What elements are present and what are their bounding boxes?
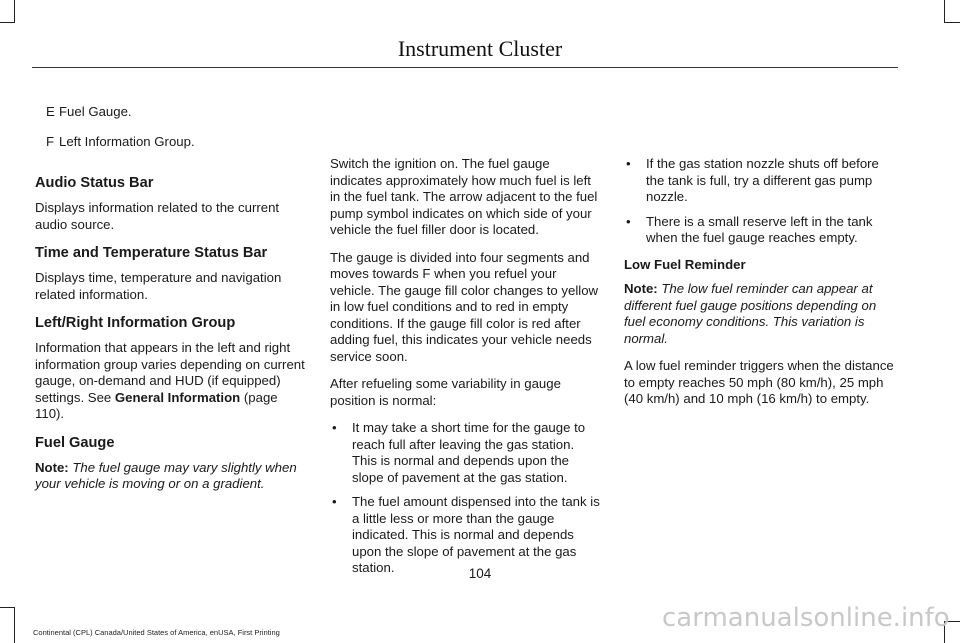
low-fuel-note xyxy=(624,281,898,347)
column-middle xyxy=(330,156,602,587)
crop-mark-top-right-h xyxy=(944,22,960,23)
footer-printing-info: Continental (CPL) Canada/United States of America, enUSA, First Printing xyxy=(33,628,280,637)
fuel-gauge-note xyxy=(35,460,307,493)
refuel-variability-list xyxy=(330,420,602,577)
heading-time-temperature: Time and Temperature Status Bar xyxy=(35,245,268,261)
fuel-gauge-paragraph-2: The gauge is divided into four segments and moves towards F when you refuel your vehicle. The gauge fill color changes to yellow in low fuel conditions and to red in empty conditions. If the gauge fill color is red after adding fuel, this indicates your vehicle needs service soon. xyxy=(330,249,599,364)
title-divider xyxy=(32,67,898,68)
page-number: 104 xyxy=(468,566,492,581)
column-right xyxy=(624,156,898,419)
page-title: Instrument Cluster xyxy=(397,36,563,61)
list-item: • There is a small reserve left in the tank when the fuel gauge reaches empty. xyxy=(624,214,898,247)
heading-left-right-info: Left/Right Information Group xyxy=(35,315,236,331)
note-text: The low fuel reminder can appear at different fuel gauge positions depending on fuel economy conditions. This variation is normal. xyxy=(624,281,877,346)
audio-status-body: Displays information related to the current audio source. xyxy=(35,200,280,232)
legend-key: E xyxy=(46,104,55,119)
legend-item xyxy=(23,134,307,151)
list-item: • If the gas station nozzle shuts off before the tank is full, try a different gas pump nozzle. xyxy=(624,156,898,206)
fuel-gauge-paragraph-1: Switch the ignition on. The fuel gauge indicates approximately how much fuel is left in the fuel tank. The arrow adjacent to the fuel pump symbol indicates on which side of your vehicle the fuel filler door is located. xyxy=(330,156,598,237)
crop-mark-bottom-left-v xyxy=(14,607,15,643)
watermark: carmanualsonline.info xyxy=(662,603,950,633)
left-right-info-body xyxy=(35,340,307,423)
legend-key: F xyxy=(46,133,55,149)
crop-mark-top-right-v xyxy=(944,0,945,22)
fuel-gauge-paragraph-3: After refueling some variability in gauge position is normal: xyxy=(330,376,561,408)
heading-audio-status-bar: Audio Status Bar xyxy=(35,175,154,191)
note-label: Note: xyxy=(35,459,69,475)
heading-fuel-gauge: Fuel Gauge xyxy=(35,434,115,451)
note-label: Note: xyxy=(624,281,658,296)
legend-item xyxy=(23,104,307,121)
refuel-variability-list-cont xyxy=(624,156,898,247)
legend-text: Fuel Gauge. xyxy=(59,104,132,119)
time-temperature-body: Displays time, temperature and navigation related information. xyxy=(35,270,282,302)
legend-text: Left Information Group. xyxy=(59,133,195,149)
column-left xyxy=(35,104,307,504)
page-reference: (page 110). xyxy=(35,389,278,421)
cross-reference-link[interactable]: General Information xyxy=(114,389,241,405)
list-item: • It may take a short time for the gauge to reach full after leaving the gas station. This is normal and depends upon the slope of pavement at the gas station. xyxy=(330,420,602,486)
heading-low-fuel-reminder: Low Fuel Reminder xyxy=(624,256,746,272)
low-fuel-body: A low fuel reminder triggers when the distance to empty reaches 50 mph (80 km/h), 25 mph (40 km/h) and 10 mph (16 km/h) to empty. xyxy=(624,358,894,406)
legend-list xyxy=(23,104,307,150)
crop-mark-bottom-left-h xyxy=(0,607,15,608)
body-text: Information that appears in the left and right information group varies depending on current gauge, on-demand and HUD (if equipped) settings. See xyxy=(35,340,305,405)
list-item: • The fuel amount dispensed into the tank is a little less or more than the gauge indicated. This is normal and depends upon the slope of pavement at the gas station. xyxy=(330,494,602,577)
crop-mark-top-left-h xyxy=(0,22,15,23)
note-text: The fuel gauge may vary slightly when your vehicle is moving or on a gradient. xyxy=(35,459,297,491)
crop-mark-top-left-v xyxy=(14,0,15,22)
